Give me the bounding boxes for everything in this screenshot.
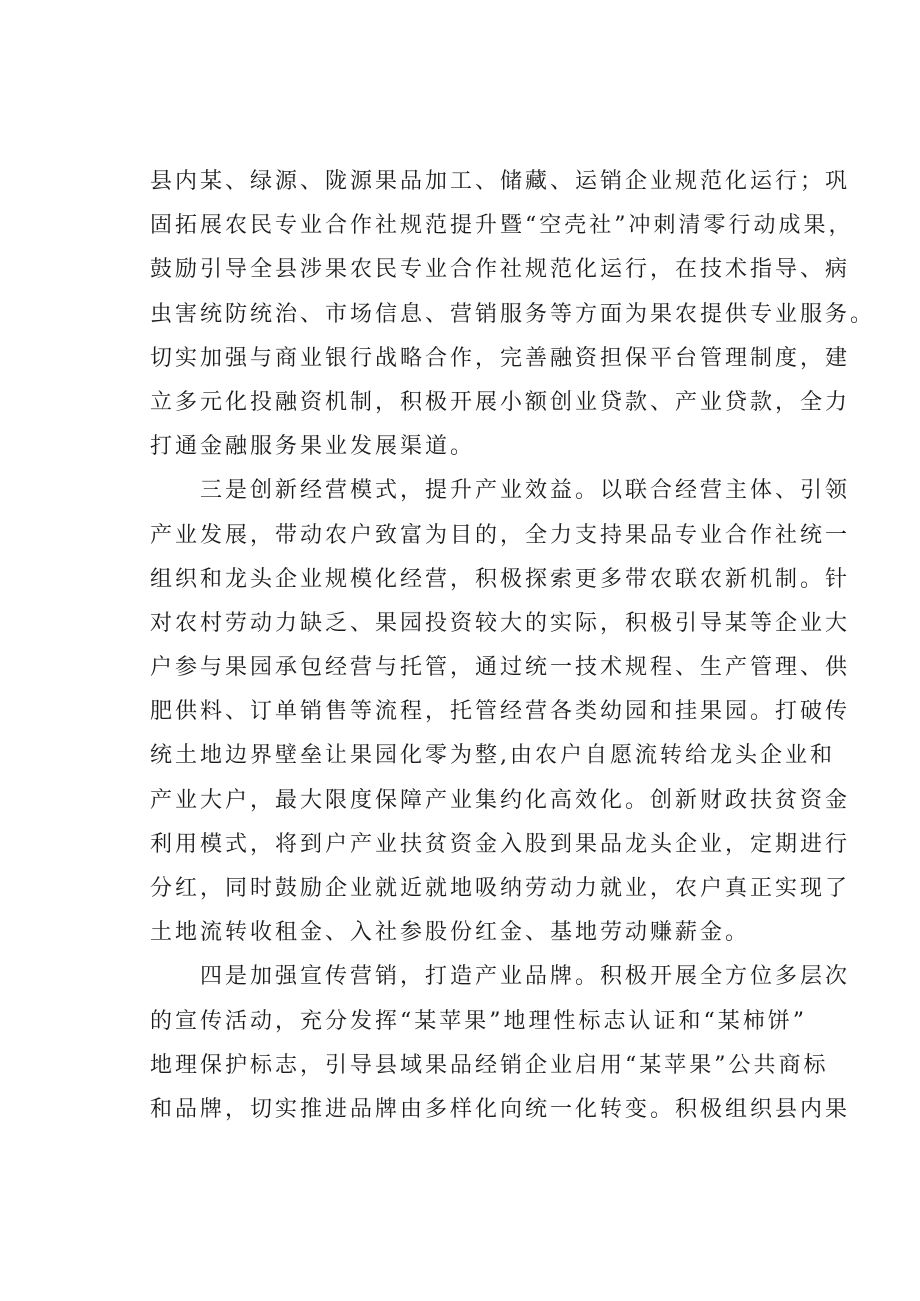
- text-line: 虫害统防统治、市场信息、营销服务等方面为果农提供专业服务。: [150, 301, 876, 327]
- text-line: 对农村劳动力缺乏、果园投资较大的实际，积极引导某等企业大: [150, 610, 851, 636]
- text-line: 三是创新经营模式，提升产业效益。以联合经营主体、引领: [200, 478, 851, 504]
- text-line: 户参与果园承包经营与托管，通过统一技术规程、生产管理、供: [150, 655, 851, 681]
- paragraph-financing: [150, 160, 876, 469]
- text-line: 四是加强宣传营销，打造产业品牌。积极开展全方位多层次: [200, 964, 851, 990]
- text-line: 的宣传活动，充分发挥“某苹果”地理性标志认证和“某柿饼”: [150, 1008, 807, 1034]
- text-line: 产业发展，带动农户致富为目的，全力支持果品专业合作社统一: [150, 522, 851, 548]
- text-line: 地理保护标志，引导县域果品经销企业启用“某苹果”公共商标: [150, 1052, 829, 1078]
- paragraph-business-model: [150, 469, 850, 955]
- text-line: 土地流转收租金、入社参股份红金、基地劳动赚薪金。: [150, 920, 751, 946]
- text-line: 和品牌，切实推进品牌由多样化向统一化转变。积极组织县内果: [150, 1096, 851, 1122]
- paragraph-branding: [150, 955, 850, 1132]
- text-line: 产业大户，最大限度保障产业集约化高效化。创新财政扶贫资金: [150, 787, 851, 813]
- text-line: 固拓展农民专业合作社规范提升暨“空壳社”冲刺清零行动成果，: [150, 213, 854, 239]
- text-line: 切实加强与商业银行战略合作，完善融资担保平台管理制度，建: [150, 345, 851, 371]
- document-body: [150, 160, 876, 1132]
- text-line: 利用模式，将到户产业扶贫资金入股到果品龙头企业，定期进行: [150, 831, 851, 857]
- text-line: 组织和龙头企业规模化经营，积极探索更多带农联农新机制。针: [150, 566, 851, 592]
- text-line: 统土地边界壁垒让果园化零为整,由农户自愿流转给龙头企业和: [150, 743, 835, 769]
- text-line: 分红，同时鼓励企业就近就地吸纳劳动力就业，农户真正实现了: [150, 876, 851, 901]
- text-line: 打通金融服务果业发展渠道。: [150, 434, 476, 460]
- text-line: 县内某、绿源、陇源果品加工、储藏、运销企业规范化运行；巩: [150, 169, 851, 194]
- text-line: 立多元化投融资机制，积极开展小额创业贷款、产业贷款，全力: [150, 389, 851, 415]
- text-line: 肥供料、订单销售等流程，托管经营各类幼园和挂果园。打破传: [150, 699, 851, 725]
- text-line: 鼓励引导全县涉果农民专业合作社规范化运行，在技术指导、病: [150, 257, 851, 283]
